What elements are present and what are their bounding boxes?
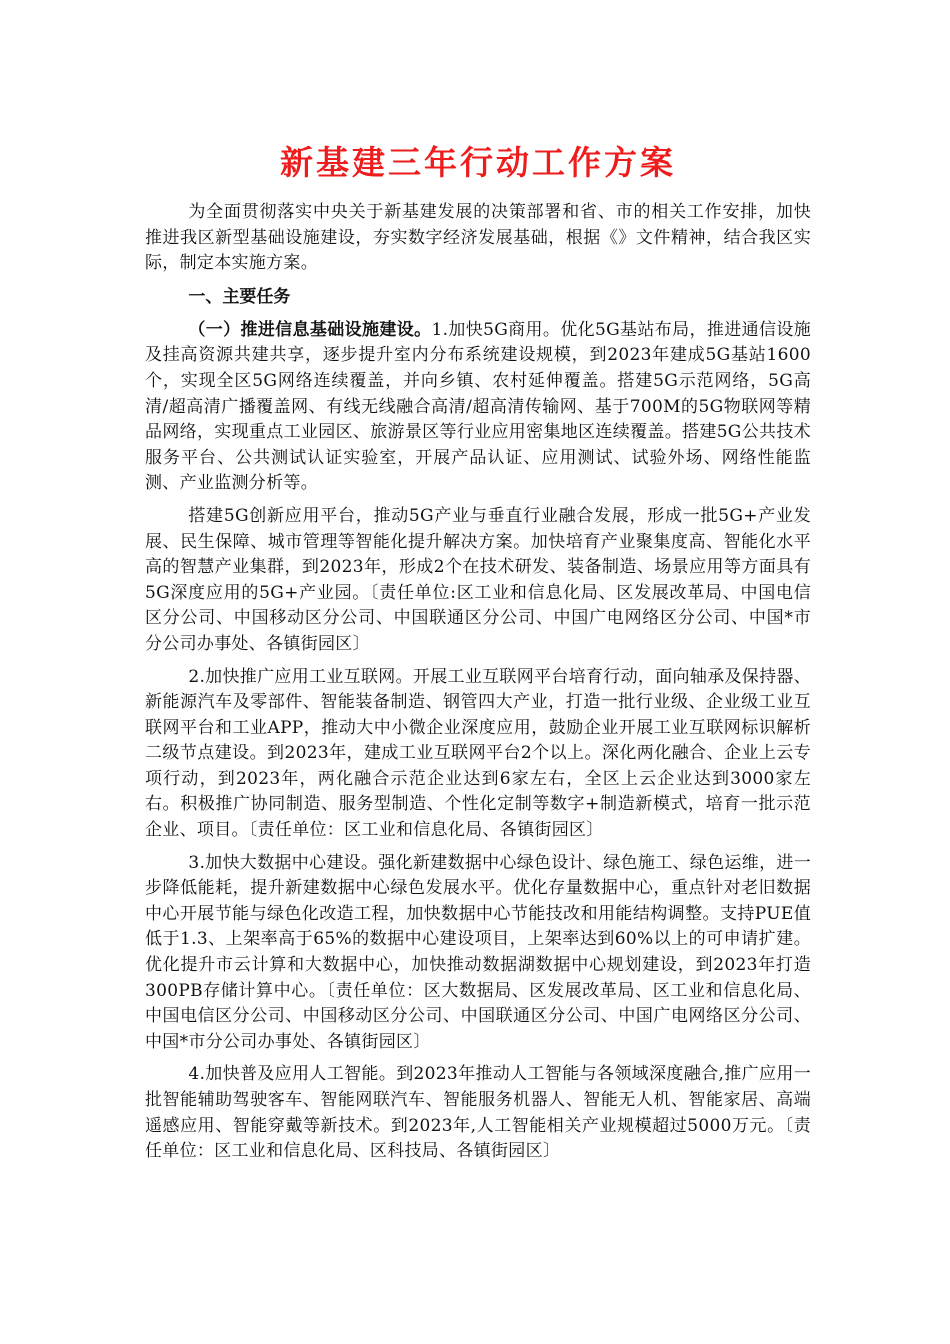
paragraph-big-data-center: 3.加快大数据中心建设。强化新建数据中心绿色设计、绿色施工、绿色运维，进一步降低能耗，提升新建数据中心绿色发展水平。优化存量数据中心，重点针对老旧数据中心开展节能与绿色化改造工程，加快数据中心节能技改和用能结构调整。支持PUE值低于1.3、上架率高于65%的数据中心建设项目，上架率达到60%以上的可申请扩建。优化提升市云计算和大数据中心，加快推动数据湖数据中心规划建设，到2023年打造300PB存储计算中心。〔责任单位：区大数据局、区发展改革局、区工业和信息化局、中国电信区分公司、中国移动区分公司、中国联通区分公司、中国广电网络区分公司、中国*市分公司办事处、各镇街园区〕 — [145, 852, 811, 1052]
subsection-paragraph-info-infrastructure — [145, 318, 811, 497]
intro-paragraph: 为全面贯彻落实中央关于新基建发展的决策部署和省、市的相关工作安排，加快推进我区新型基础设施建设，夯实数字经济发展基础，根据《》文件精神，结合我区实际，制定本实施方案。 — [145, 202, 811, 274]
section-heading-main-tasks: 一、主要任务 — [188, 286, 291, 307]
document-title: 新基建三年行动工作方案 — [280, 143, 676, 182]
document-page — [145, 130, 811, 1172]
paragraph-artificial-intelligence: 4.加快普及应用人工智能。到2023年推动人工智能与各领域深度融合,推广应用一批智能辅助驾驶客车、智能网联汽车、智能服务机器人、智能无人机、智能家居、高端遥感应用、智能穿戴等新技术。到2023年,人工智能相关产业规模超过5000万元。〔责任单位：区工业和信息化局、区科技局、各镇街园区〕 — [145, 1064, 811, 1162]
paragraph-industrial-internet: 2.加快推广应用工业互联网。开展工业互联网平台培育行动，面向轴承及保持器、新能源汽车及零部件、智能装备制造、钢管四大产业，打造一批行业级、企业级工业互联网平台和工业APP，推动大中小微企业深度应用，鼓励企业开展工业互联网标识解析二级节点建设。到2023年，建成工业互联网平台2个以上。深化两化融合、企业上云专项行动，到2023年，两化融合示范企业达到6家左右，全区上云企业达到3000家左右。积极推广协同制造、服务型制造、个性化定制等数字+制造新模式，培育一批示范企业、项目。〔责任单位：区工业和信息化局、各镇街园区〕 — [145, 666, 811, 841]
subsection-label: （一）推进信息基础设施建设。 — [188, 319, 432, 340]
subsection-text: 1.加快5G商用。优化5G基站布局，推进通信设施及挂高资源共建共享，逐步提升室内分布系统建设规模，到2023年建成5G基站1600个，实现全区5G网络连续覆盖，并向乡镇、农村延伸覆盖。搭建5G示范网络，5G高清/超高清广播覆盖网、有线无线融合高清/超高清传输网、基于700M的5G物联网等精品网络，实现重点工业园区、旅游景区等行业应用密集地区连续覆盖。搭建5G公共技术服务平台、公共测试认证实验室，开展产品认证、应用测试、试验外场、网络性能监测、产业监测分析等。 — [145, 319, 811, 494]
paragraph-5g-innovation: 搭建5G创新应用平台，推动5G产业与垂直行业融合发展，形成一批5G+产业发展、民生保障、城市管理等智能化提升解决方案。加快培育产业聚集度高、智能化水平高的智慧产业集群，到2023年，形成2个在技术研发、装备制造、场景应用等方面具有5G深度应用的5G+产业园。〔责任单位:区工业和信息化局、区发展改革局、中国电信区分公司、中国移动区分公司、中国联通区分公司、中国广电网络区分公司、中国*市分公司办事处、各镇街园区〕 — [145, 505, 811, 654]
